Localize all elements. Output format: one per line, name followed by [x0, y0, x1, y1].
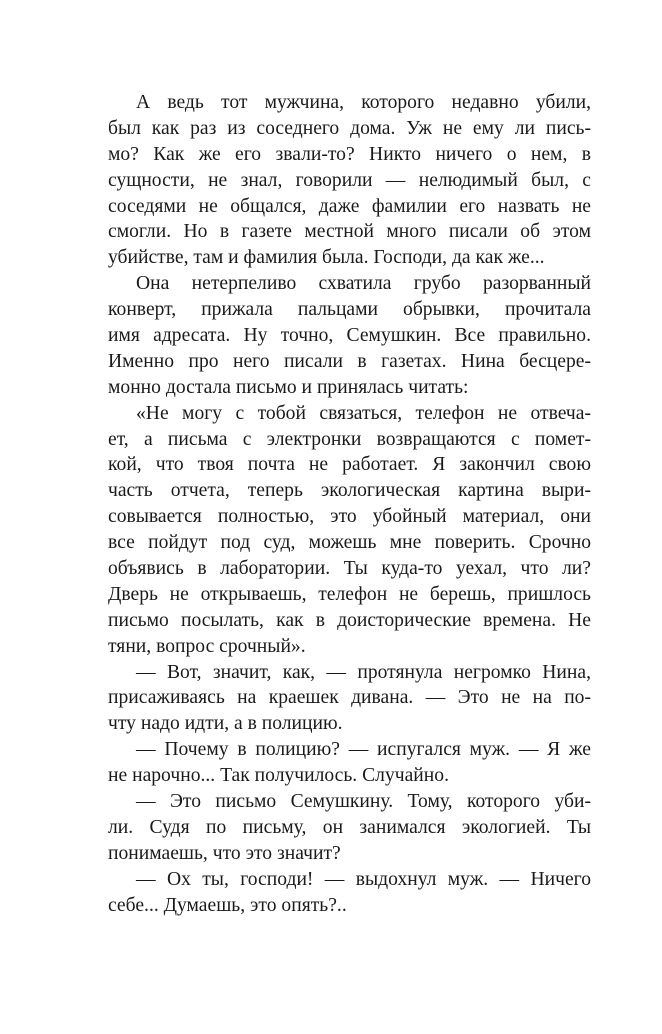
body-text	[108, 90, 591, 919]
text-line: письмо посылать, как в доисторические времена. Не	[108, 609, 591, 631]
text-line: Дверь не открываешь, телефон не берешь, пришлось	[108, 583, 591, 605]
paragraph	[108, 737, 591, 789]
text-line: — Это письмо Семушкину. Тому, которого уби-	[136, 791, 591, 813]
text-line: убийстве, там и фамилия была. Господи, да как же...	[108, 247, 545, 269]
text-line: соседями не общался, даже фамилии его назвать не	[108, 195, 591, 217]
text-line: мо? Как же его звали-то? Никто ничего о нем, в	[108, 143, 591, 165]
text-line: смогли. Но в газете местной много писали об этом	[108, 221, 591, 243]
text-line: часть отчета, теперь экологическая картина выри-	[108, 480, 591, 502]
text-line: присаживаясь на краешек дивана. — Это не на по-	[108, 687, 591, 709]
text-line: монно достала письмо и принялась читать:	[108, 376, 469, 398]
text-line: совывается полностью, это убойный материал, они	[108, 506, 591, 528]
paragraph	[108, 401, 591, 660]
text-line: ли. Судя по письму, он занимался экологией. Ты	[108, 816, 591, 838]
text-line: был как раз из соседнего дома. Уж не ему ли пись-	[108, 117, 591, 139]
text-line: — Вот, значит, как, — протянула негромко Нина,	[136, 661, 591, 683]
paragraph	[108, 660, 591, 738]
text-line: не нарочно... Так получилось. Случайно.	[108, 765, 449, 787]
text-line: — Ох ты, господи! — выдохнул муж. — Ничего	[136, 868, 591, 890]
paragraph	[108, 271, 591, 400]
text-line: Она нетерпеливо схватила грубо разорванный	[136, 273, 591, 295]
text-line: А ведь тот мужчина, которого недавно убили,	[136, 92, 591, 113]
paragraph	[108, 867, 591, 919]
text-line: — Почему в полицию? — испугался муж. — Я же	[136, 739, 591, 761]
text-line: имя адресата. Ну точно, Семушкин. Все правильно.	[108, 325, 591, 347]
text-line: себе... Думаешь, это опять?..	[108, 894, 347, 916]
text-line: «Не могу с тобой связаться, телефон не отвеча-	[136, 402, 591, 424]
text-line: Именно про него писали в газетах. Нина бесцере-	[108, 350, 591, 372]
paragraph	[108, 789, 591, 867]
text-line: все пойдут под суд, можешь мне поверить. Срочно	[108, 532, 591, 554]
text-line: ет, а письма с электронки возвращаются с помет-	[108, 428, 591, 450]
text-line: объявись в лаборатории. Ты куда-то уехал, что ли?	[108, 558, 591, 580]
text-line: конверт, прижала пальцами обрывки, прочитала	[108, 299, 591, 321]
paragraph	[108, 90, 591, 271]
text-line: тяни, вопрос срочный».	[108, 635, 306, 657]
text-line: кой, что твоя почта не работает. Я закончил свою	[108, 454, 591, 476]
text-line: чту надо идти, а в полицию.	[108, 713, 343, 735]
text-line: сущности, не знал, говорили — нелюдимый был, с	[108, 169, 591, 191]
text-line: понимаешь, что это значит?	[108, 842, 341, 864]
